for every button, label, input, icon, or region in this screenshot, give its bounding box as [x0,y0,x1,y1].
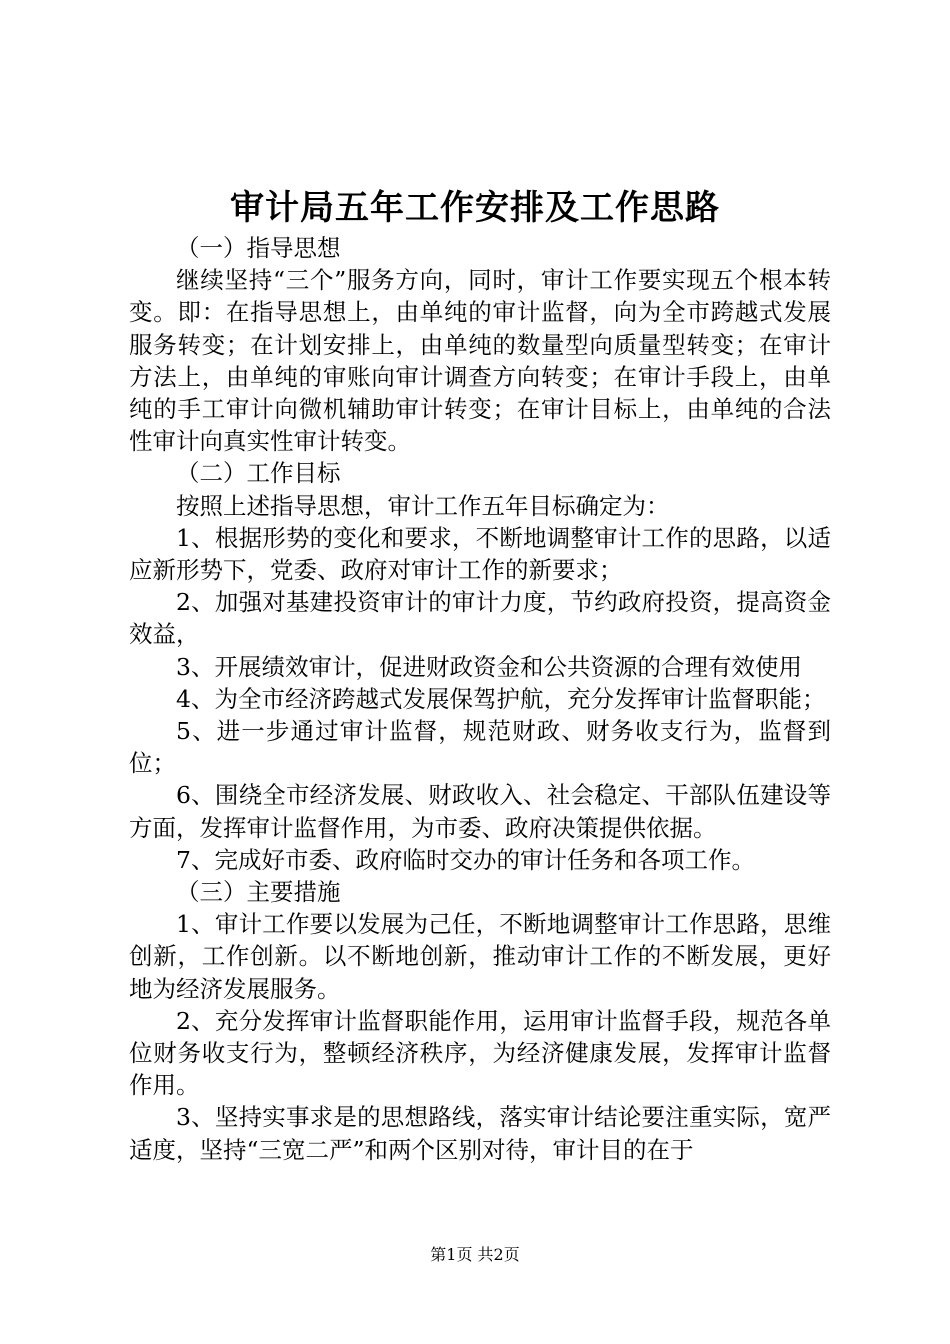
document-title: 审计局五年工作安排及工作思路 [230,188,720,228]
measure-item-2: 2、充分发挥审计监督职能作用，运用审计监督手段，规范各单位财务收支行为，整顿经济秩序，为经济健康发展，发挥审计监督作用。 [129,1006,831,1100]
section-heading-work-goals: （二）工作目标 [176,459,341,488]
goal-item-5: 5、进一步通过审计监督，规范财政、财务收支行为，监督到位； [129,717,831,778]
page-footer: 第1页 共2页 [430,1245,520,1264]
goal-item-4: 4、为全市经济跨越式发展保驾护航，充分发挥审计监督职能； [176,684,826,713]
goal-item-6: 6、围绕全市经济发展、财政收入、社会稳定、干部队伍建设等方面，发挥审计监督作用，为市委、政府决策提供依据。 [129,781,831,842]
goal-item-2: 2、加强对基建投资审计的审计力度，节约政府投资，提高资金效益， [129,588,831,649]
measure-item-1: 1、审计工作要以发展为己任，不断地调整审计工作思路，思维创新，工作创新。以不断地创新，推动审计工作的不断发展，更好地为经济发展服务。 [129,910,831,1003]
section-heading-guiding-ideology: （一）指导思想 [176,234,341,262]
goal-item-7: 7、完成好市委、政府临时交办的审计任务和各项工作。 [176,845,755,874]
document-body [129,232,831,1166]
paragraph-five-transformations: 继续坚持“三个”服务方向，同时，审计工作要实现五个根本转变。即：在指导思想上，由单纯的审计监督，向为全市跨越式发展服务转变；在计划安排上，由单纯的数量型向质量型转变；在审计方法上，由单纯的审账向审计调查方向转变；在审计手段上，由单纯的手工审计向微机辅助审计转变；在审计目标上，由单纯的合法性审计向真实性审计转变。 [129,266,831,456]
goal-item-3: 3、开展绩效审计，促进财政资金和公共资源的合理有效使用 [176,652,802,681]
goal-item-1: 1、根据形势的变化和要求，不断地调整审计工作的思路，以适应新形势下，党委、政府对审计工作的新要求； [129,523,831,585]
measure-item-3: 3、坚持实事求是的思想路线，落实审计结论要注重实际，宽严适度，坚持“三宽二严”和两个区别对待，审计目的在于 [129,1103,831,1164]
section-heading-main-measures: （三）主要措施 [176,878,341,907]
paragraph-goals-intro: 按照上述指导思想，审计工作五年目标确定为： [176,491,670,520]
